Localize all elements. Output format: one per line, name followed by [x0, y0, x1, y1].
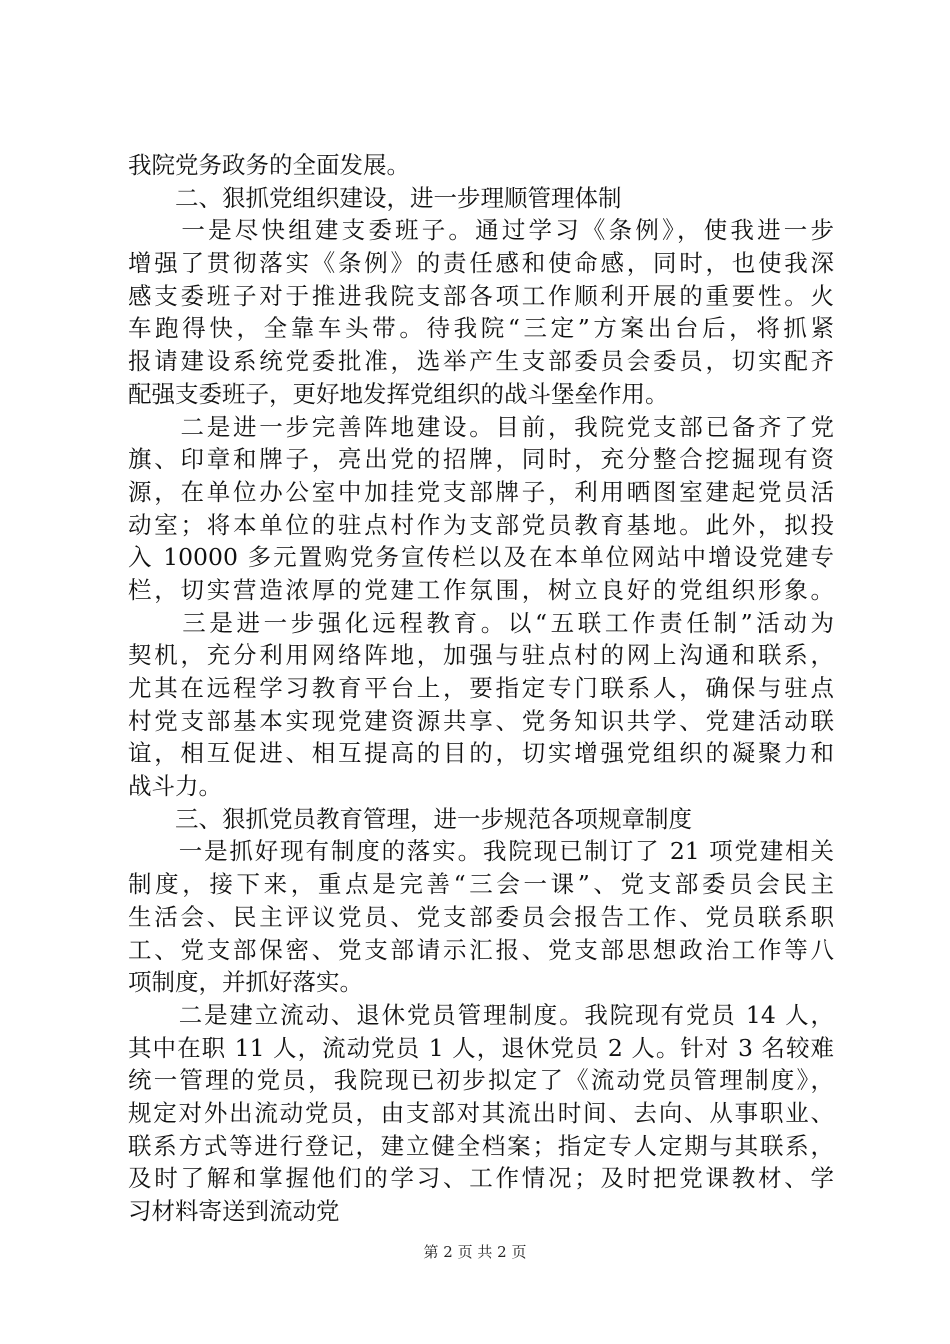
text-line: 一是尽快组建支委班子。通过学习《条例》，使我进一步	[128, 216, 834, 245]
text-line: 统一管理的党员，我院现已初步拟定了《流动党员管理制度》，	[128, 1066, 834, 1095]
text-line: 二是进一步完善阵地建设。目前，我院党支部已备齐了党	[128, 412, 834, 441]
text-line: 感支委班子对于推进我院支部各项工作顺利开展的重要性。火	[128, 281, 834, 310]
text-line: 增强了贯彻落实《条例》的责任感和使命感，同时，也使我深	[128, 249, 834, 278]
text-line: 联系方式等进行登记，建立健全档案；指定专人定期与其联系，	[128, 1131, 834, 1160]
text-line: 制度，接下来，重点是完善“三会一课”、党支部委员会民主	[128, 870, 834, 899]
text-line: 二是建立流动、退休党员管理制度。我院现有党员 14 人，	[128, 1000, 834, 1029]
text-line: 项制度，并抓好落实。	[128, 968, 363, 997]
text-line: 源，在单位办公室中加挂党支部牌子，利用晒图室建起党员活	[128, 477, 834, 506]
text-line: 车跑得快，全靠车头带。待我院“三定”方案出台后，将抓紧	[128, 314, 834, 343]
text-line: 旗、印章和牌子，亮出党的招牌，同时，充分整合挖掘现有资	[128, 445, 834, 474]
section-heading: 二、狠抓党组织建设，进一步理顺管理体制	[128, 183, 622, 212]
text-line: 及时了解和掌握他们的学习、工作情况；及时把党课教材、学	[128, 1164, 834, 1193]
text-line: 三是进一步强化远程教育。以“五联工作责任制”活动为	[128, 608, 834, 637]
text-line: 尤其在远程学习教育平台上，要指定专门联系人，确保与驻点	[128, 674, 834, 702]
document-body	[128, 149, 834, 1228]
text-line: 栏，切实营造浓厚的党建工作氛围，树立良好的党组织形象。	[128, 575, 834, 604]
text-line: 配强支委班子，更好地发挥党组织的战斗堡垒作用。	[128, 379, 669, 408]
text-line: 村党支部基本实现党建资源共享、党务知识共学、党建活动联	[128, 706, 834, 735]
text-line: 一是抓好现有制度的落实。我院现已制订了 21 项党建相关	[128, 837, 834, 866]
text-line: 谊，相互促进、相互提高的目的，切实增强党组织的凝聚力和	[128, 739, 834, 768]
page-footer: 第 2 页 共 2 页	[423, 1243, 527, 1261]
text-line: 习材料寄送到流动党	[128, 1197, 340, 1225]
text-line: 工、党支部保密、党支部请示汇报、党支部思想政治工作等八	[128, 935, 834, 964]
text-line: 战斗力。	[128, 772, 222, 801]
text-line: 入 10000 多元置购党务宣传栏以及在本单位网站中增设党建专	[128, 543, 834, 572]
text-line: 其中在职 11 人，流动党员 1 人，退休党员 2 人。针对 3 名较难	[128, 1033, 834, 1062]
text-line: 动室；将本单位的驻点村作为支部党员教育基地。此外，拟投	[128, 510, 834, 539]
text-line: 契机，充分利用网络阵地，加强与驻点村的网上沟通和联系，	[128, 641, 834, 670]
text-line: 报请建设系统党委批准，选举产生支部委员会委员，切实配齐	[128, 347, 834, 376]
text-line: 我院党务政务的全面发展。	[128, 151, 410, 179]
text-line: 规定对外出流动党员，由支部对其流出时间、去向、从事职业、	[128, 1098, 834, 1127]
text-line: 生活会、民主评议党员、党支部委员会报告工作、党员联系职	[128, 902, 834, 931]
section-heading: 三、狠抓党员教育管理，进一步规范各项规章制度	[128, 804, 692, 833]
